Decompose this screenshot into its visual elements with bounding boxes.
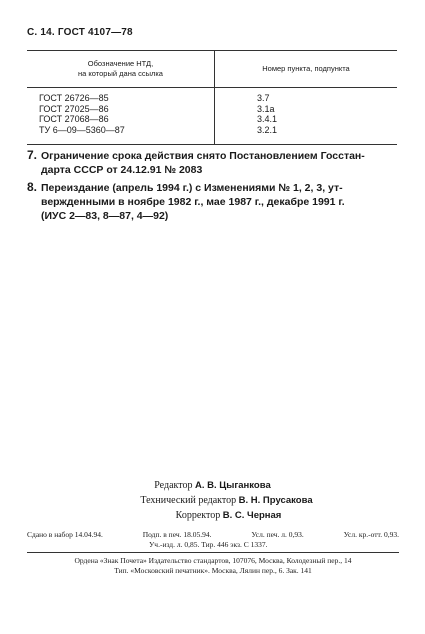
col-header-clause: Номер пункта, подпункта [262,64,350,73]
publisher-info: Ордена «Знак Почета» Издательство стандартов, 107076, Москва, Колодезный пер., 14 Тип. «Московский печатник». Москва, Лялин пер., 6. Зак. 141 [74,556,352,575]
clause-text: Переиздание (апрель 1994 г.) с Изменениями № 1, 2, 3, ут- [41,182,343,194]
clause-number: 8. [27,180,38,194]
proofreader-line: Корректор В. С. Черная [175,510,282,521]
clause-text: дарта СССР от 24.12.91 № 2083 [41,164,203,176]
table-cell-clause: 3.1а [257,103,275,114]
print-info [27,530,399,550]
table-cell-clause: 3.4.1 [257,114,278,124]
clause-column [215,88,397,144]
clause-text: вержденными в ноябре 1982 г., мае 1987 г., декабре 1991 г. [41,196,345,208]
table-header-row [27,51,397,88]
reference-table [27,50,397,145]
table-cell-doc: ТУ 6—09—5360—87 [39,124,125,135]
editor-line: Редактор А. В. Цыганкова [154,480,271,491]
clause-number: 7. [27,148,38,162]
table-cell-doc: ГОСТ 27025—86 [39,103,109,114]
tech-editor-line: Технический редактор В. Н. Прусакова [140,495,313,506]
page-header: С. 14. ГОСТ 4107—78 [27,27,133,38]
print-run-line: Уч.-изд. л. 0,85. Тир. 446 экз. С 1337. [149,540,268,549]
print-sheets: Усл. печ. л. 0,93. [251,530,304,539]
col-header-document: Обозначение НТД, на который дана ссылка [27,51,215,87]
table-cell-clause: 3.7 [257,93,270,103]
divider [27,552,399,553]
doc-column [27,88,215,144]
clause-text: Ограничение срока действия снято Постановлением Госстан- [41,150,365,162]
table-cell-doc: ГОСТ 27068—86 [39,114,109,124]
table-cell-doc: ГОСТ 26726—85 [39,93,109,103]
editors-block [0,478,425,523]
signed-date: Подп. в печ. 18.05.94. [142,530,212,539]
color-prints: Усл. кр.-отт. 0,93. [343,530,399,539]
clause-text: (ИУС 2—83, 8—87, 4—92) [41,210,169,222]
sent-date: Сдано в набор 14.04.94. [27,530,103,539]
table-cell-clause: 3.2.1 [257,124,278,135]
clause-7 [27,148,402,177]
clause-8 [27,180,402,223]
table-body [27,88,397,144]
